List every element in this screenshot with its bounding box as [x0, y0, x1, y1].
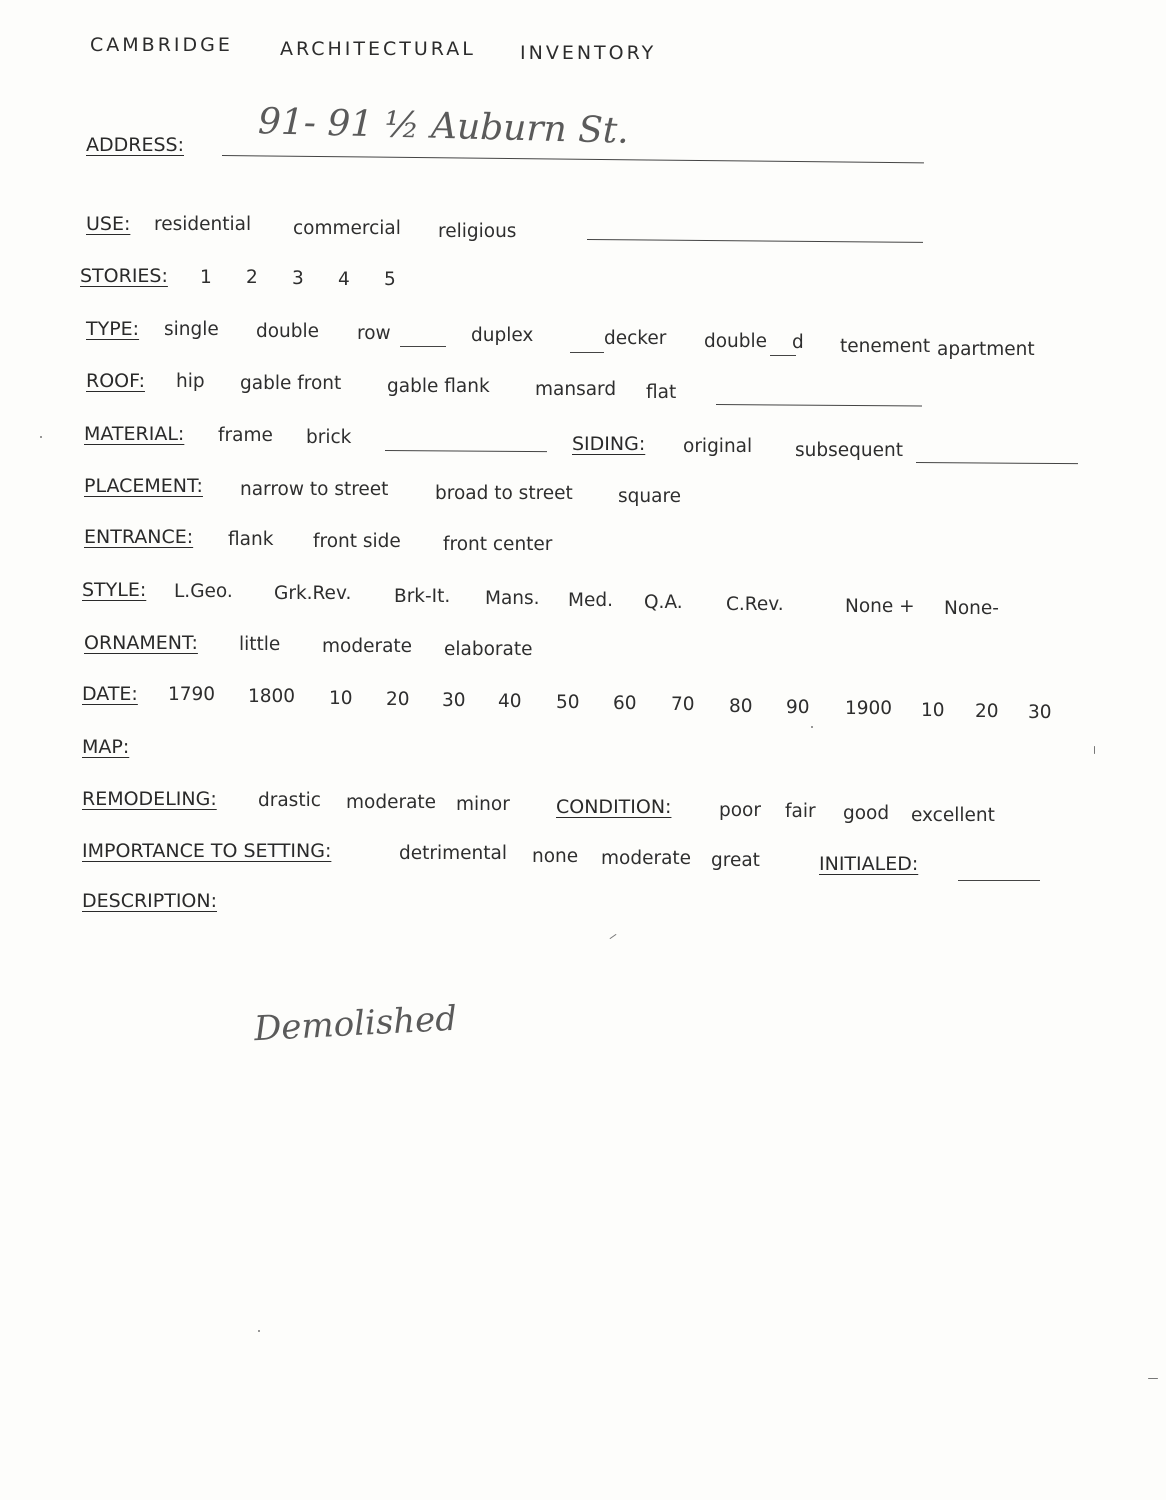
condition-option: good — [843, 803, 890, 824]
description-value: Demolished — [253, 998, 458, 1050]
type-option: double — [704, 331, 768, 352]
scan-speck — [609, 934, 616, 939]
scan-speck — [811, 726, 813, 728]
entrance-option: flank — [228, 529, 274, 550]
roof-option: mansard — [535, 379, 617, 400]
date-option: 10 — [921, 700, 945, 721]
header-word-3: INVENTORY — [520, 42, 657, 64]
roof-option: flat — [646, 382, 677, 403]
material-line — [385, 450, 547, 452]
importance-label: IMPORTANCE TO SETTING: — [82, 840, 332, 862]
importance-option: detrimental — [399, 843, 507, 864]
style-option: L.Geo. — [174, 581, 233, 602]
type-double-blank — [770, 355, 796, 356]
description-label: DESCRIPTION: — [82, 890, 218, 912]
type-decker-blank — [570, 352, 604, 353]
initialed-label: INITIALED: — [819, 853, 919, 875]
date-option: 1790 — [168, 684, 216, 705]
importance-option: great — [711, 850, 760, 871]
date-option: 90 — [786, 697, 810, 718]
ornament-option: little — [239, 634, 281, 655]
header-word-1: CAMBRIDGE — [90, 34, 233, 56]
roof-label: ROOF: — [86, 370, 145, 392]
scan-speck — [258, 1330, 260, 1332]
placement-label: PLACEMENT: — [84, 475, 203, 497]
style-label: STYLE: — [82, 579, 147, 601]
date-option: 60 — [613, 693, 637, 714]
date-option: 1900 — [845, 698, 893, 719]
entrance-option: front center — [443, 534, 553, 555]
style-option: Grk.Rev. — [274, 583, 352, 604]
siding-option: subsequent — [795, 440, 903, 461]
condition-label: CONDITION: — [556, 796, 672, 818]
use-option: religious — [438, 221, 517, 242]
roof-option: gable flank — [387, 376, 490, 397]
type-option: single — [164, 319, 219, 340]
condition-option: fair — [785, 801, 816, 822]
style-option: C.Rev. — [726, 594, 784, 615]
material-label: MATERIAL: — [84, 423, 185, 445]
placement-option: narrow to street — [240, 479, 389, 500]
address-label: ADDRESS: — [86, 134, 184, 156]
ornament-option: elaborate — [444, 639, 533, 660]
use-option: commercial — [293, 218, 401, 239]
type-label: TYPE: — [86, 318, 140, 340]
style-option: Q.A. — [644, 592, 683, 613]
address-value: 91- 91 ½ Auburn St. — [257, 101, 630, 152]
entrance-option: front side — [313, 531, 401, 552]
stories-option: 3 — [292, 268, 304, 289]
stories-label: STORIES: — [80, 265, 168, 287]
condition-option: excellent — [911, 805, 995, 826]
roof-option: hip — [176, 371, 205, 392]
ornament-option: moderate — [322, 636, 413, 657]
date-option: 40 — [498, 691, 522, 712]
placement-option: square — [618, 486, 682, 507]
date-option: 50 — [556, 692, 580, 713]
remodeling-label: REMODELING: — [82, 788, 217, 810]
ornament-label: ORNAMENT: — [84, 632, 198, 654]
style-option: None + — [845, 596, 915, 617]
stories-option: 4 — [338, 269, 350, 290]
type-row-blank — [400, 346, 446, 347]
date-option: 20 — [975, 701, 999, 722]
scan-speck — [1148, 1378, 1158, 1379]
date-option: 20 — [386, 689, 410, 710]
type-option: double — [256, 321, 320, 342]
date-option: 80 — [729, 696, 753, 717]
initialed-line — [958, 880, 1040, 881]
roof-line — [716, 404, 922, 406]
importance-option: moderate — [601, 848, 692, 869]
condition-option: poor — [719, 800, 761, 821]
use-label: USE: — [86, 213, 131, 235]
remodeling-option: drastic — [258, 790, 321, 811]
roof-option: gable front — [240, 373, 342, 394]
date-option: 1800 — [248, 686, 296, 707]
use-option: residential — [154, 214, 252, 235]
importance-option: none — [532, 846, 579, 867]
siding-label: SIDING: — [572, 433, 646, 455]
date-option: 70 — [671, 694, 695, 715]
type-option: tenement — [840, 336, 931, 357]
header-word-2: ARCHITECTURAL — [280, 38, 476, 60]
map-label: MAP: — [82, 736, 130, 758]
type-option: d — [792, 332, 804, 353]
entrance-label: ENTRANCE: — [84, 526, 194, 548]
style-option: Brk-It. — [394, 586, 451, 607]
address-line — [222, 155, 924, 163]
stories-option: 2 — [246, 267, 258, 288]
stories-option: 5 — [384, 269, 396, 290]
stories-option: 1 — [200, 267, 212, 288]
siding-option: original — [683, 436, 753, 457]
siding-line — [916, 462, 1078, 464]
remodeling-option: moderate — [346, 792, 437, 813]
remodeling-option: minor — [456, 794, 510, 815]
style-option: Med. — [568, 590, 613, 611]
type-option: decker — [604, 328, 667, 349]
style-option: None- — [944, 598, 999, 619]
date-option: 30 — [442, 690, 466, 711]
use-line — [587, 239, 923, 243]
scan-speck — [40, 436, 42, 438]
type-option: duplex — [471, 325, 534, 346]
date-label: DATE: — [82, 683, 138, 705]
type-option: apartment — [937, 339, 1035, 360]
style-option: Mans. — [485, 588, 540, 609]
date-option: 30 — [1028, 702, 1052, 723]
date-option: 10 — [329, 688, 353, 709]
material-option: brick — [306, 427, 352, 448]
placement-option: broad to street — [435, 483, 573, 504]
type-option: row — [357, 323, 391, 344]
scan-speck — [1094, 746, 1095, 754]
material-option: frame — [218, 425, 273, 446]
